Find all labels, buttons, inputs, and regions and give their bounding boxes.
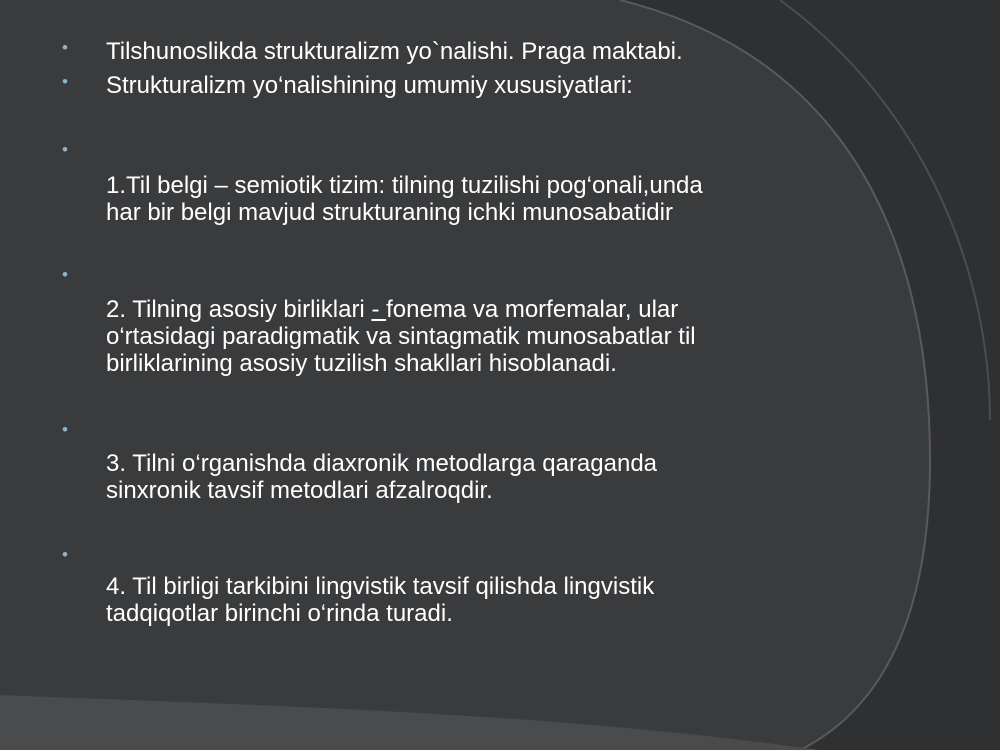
bullet-text: 3. Tilni o‘rganishda diaxronik metodlarga qaraganda sinxronik tavsif metodlari afzalroqdir. — [106, 450, 658, 504]
bullet-icon: • — [62, 72, 68, 91]
bullet-text: Tilshunoslikda strukturalizm yo`nalishi. Praga maktabi. — [106, 38, 683, 65]
bullet-icon: • — [62, 265, 68, 284]
bullet-text — [106, 296, 846, 377]
bullet-text-part-2: fonema va morfemalar, ular o‘rtasidagi paradigmatik va sintagmatik munosabatlar til birliklarining asosiy tuzilish shakllari hisoblanadi. — [106, 296, 696, 377]
underlined-dash: - — [371, 296, 387, 323]
bullet-text: 4. Til birligi tarkibini lingvistik tavsif qilishda lingvistik tadqiqotlar birinchi o‘rinda turadi. — [106, 573, 655, 627]
bullet-text: Strukturalizm yo‘nalishining umumiy xususiyatlari: — [106, 72, 633, 99]
bullet-icon: • — [62, 38, 68, 57]
bullet-icon: • — [62, 545, 68, 564]
bullet-text: 1.Til belgi – semiotik tizim: tilning tuzilishi pog‘onali,unda har bir belgi mavjud strukturaning ichki munosabatidir — [106, 172, 703, 226]
bullet-text-part-1: 2. Tilning asosiy birliklari — [106, 296, 372, 323]
bullet-icon: • — [62, 420, 68, 439]
bullet-icon: • — [62, 140, 68, 159]
